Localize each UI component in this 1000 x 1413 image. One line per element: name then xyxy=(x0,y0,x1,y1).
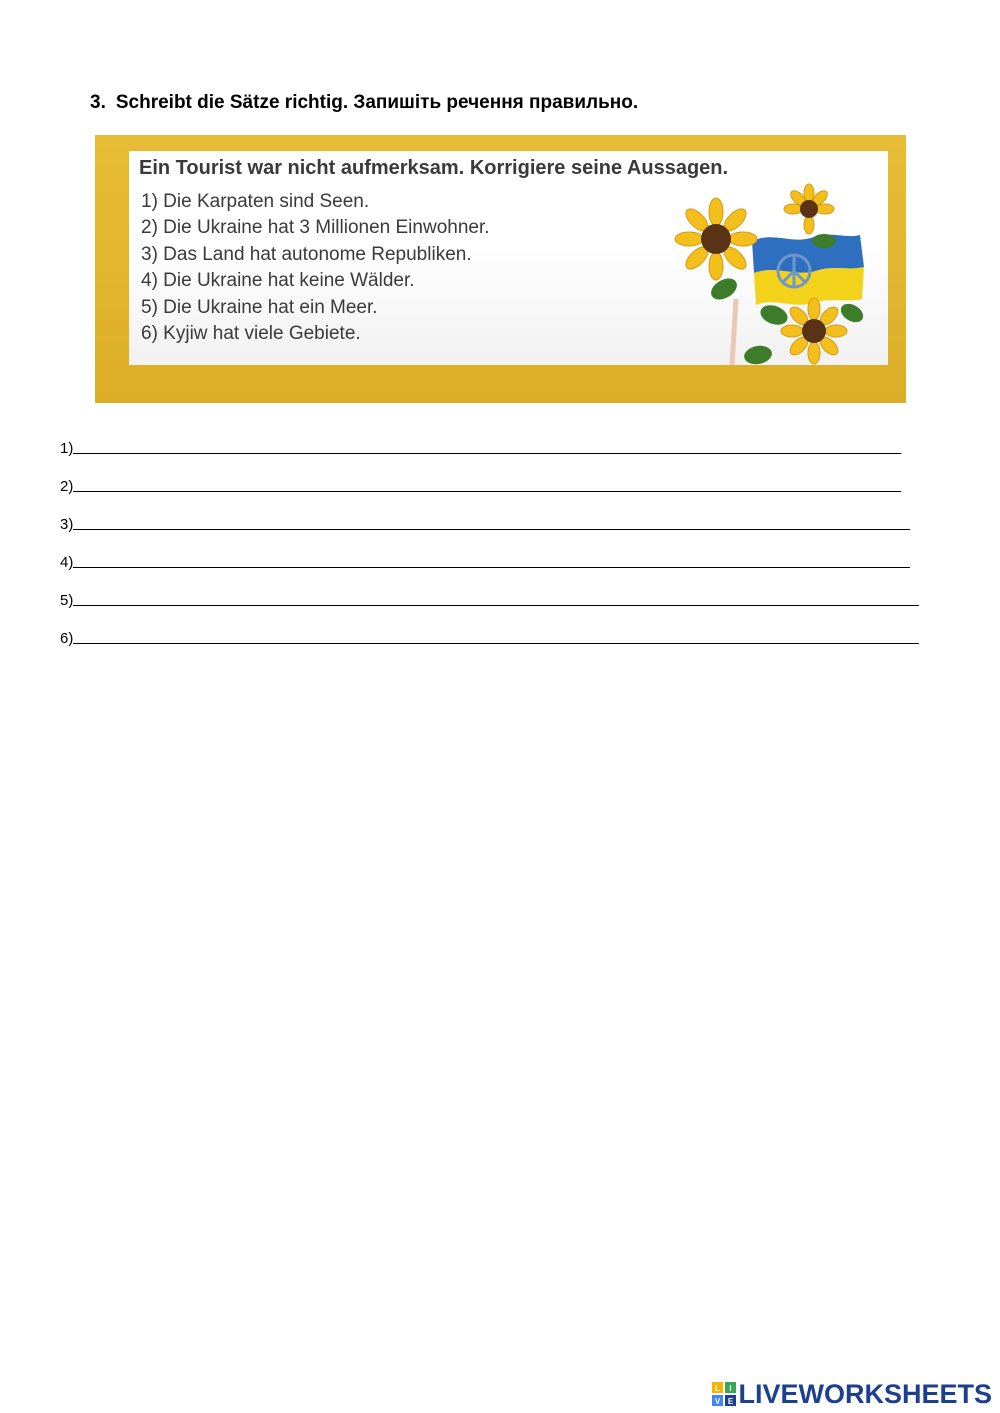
statement-list xyxy=(141,189,490,347)
sunflower-icon xyxy=(781,298,847,364)
statement-1: 1) Die Karpaten sind Seen. xyxy=(141,191,370,212)
task-number: 3. xyxy=(90,92,106,113)
liveworksheets-logo-icon xyxy=(712,1382,736,1406)
answer-lines xyxy=(60,420,919,648)
sunflowers-flag-illustration xyxy=(674,179,874,365)
answer-label: 1) xyxy=(60,440,74,457)
ukraine-flag xyxy=(752,235,864,305)
svg-text:I: I xyxy=(729,1384,733,1393)
sunflower-icon xyxy=(675,198,757,280)
answer-input-2[interactable] xyxy=(73,477,901,492)
answer-input-1[interactable] xyxy=(73,439,901,454)
answer-line-5 xyxy=(60,572,919,610)
answer-line-2 xyxy=(60,458,919,496)
answer-label: 6) xyxy=(60,630,74,647)
answer-label: 2) xyxy=(60,478,74,495)
statement-2: 2) Die Ukraine hat 3 Millionen Einwohner. xyxy=(141,217,490,239)
answer-input-5[interactable] xyxy=(73,591,919,606)
exercise-banner xyxy=(95,135,906,403)
answer-input-6[interactable] xyxy=(73,629,919,644)
statement-4: 4) Die Ukraine hat keine Wälder. xyxy=(141,270,415,292)
answer-label: 3) xyxy=(60,516,74,533)
svg-text:E: E xyxy=(728,1397,734,1406)
exercise-card xyxy=(129,151,888,365)
task-heading xyxy=(90,92,638,114)
liveworksheets-brand xyxy=(712,1379,992,1409)
brand-name: LIVEWORKSHEETS xyxy=(738,1378,992,1409)
svg-text:V: V xyxy=(715,1397,721,1406)
task-instruction: Schreibt die Sätze richtig. Запишіть речення правильно. xyxy=(115,92,639,113)
statement-5: 5) Die Ukraine hat ein Meer. xyxy=(141,296,378,318)
sunflower-icon xyxy=(784,184,834,234)
card-title: Ein Tourist war nicht aufmerksam. Korrigiere seine Aussagen. xyxy=(139,157,729,179)
answer-label: 5) xyxy=(60,592,74,609)
svg-text:L: L xyxy=(715,1384,721,1393)
answer-line-3 xyxy=(60,496,919,534)
answer-input-4[interactable] xyxy=(73,553,910,568)
statement-3: 3) Das Land hat autonome Republiken. xyxy=(141,243,472,265)
statement-6: 6) Kyjiw hat viele Gebiete. xyxy=(141,322,361,344)
answer-input-3[interactable] xyxy=(73,515,910,530)
flag-pole xyxy=(732,299,736,365)
answer-line-6 xyxy=(60,610,919,648)
answer-label: 4) xyxy=(60,554,74,571)
answer-line-4 xyxy=(60,534,919,572)
answer-line-1 xyxy=(60,420,919,458)
